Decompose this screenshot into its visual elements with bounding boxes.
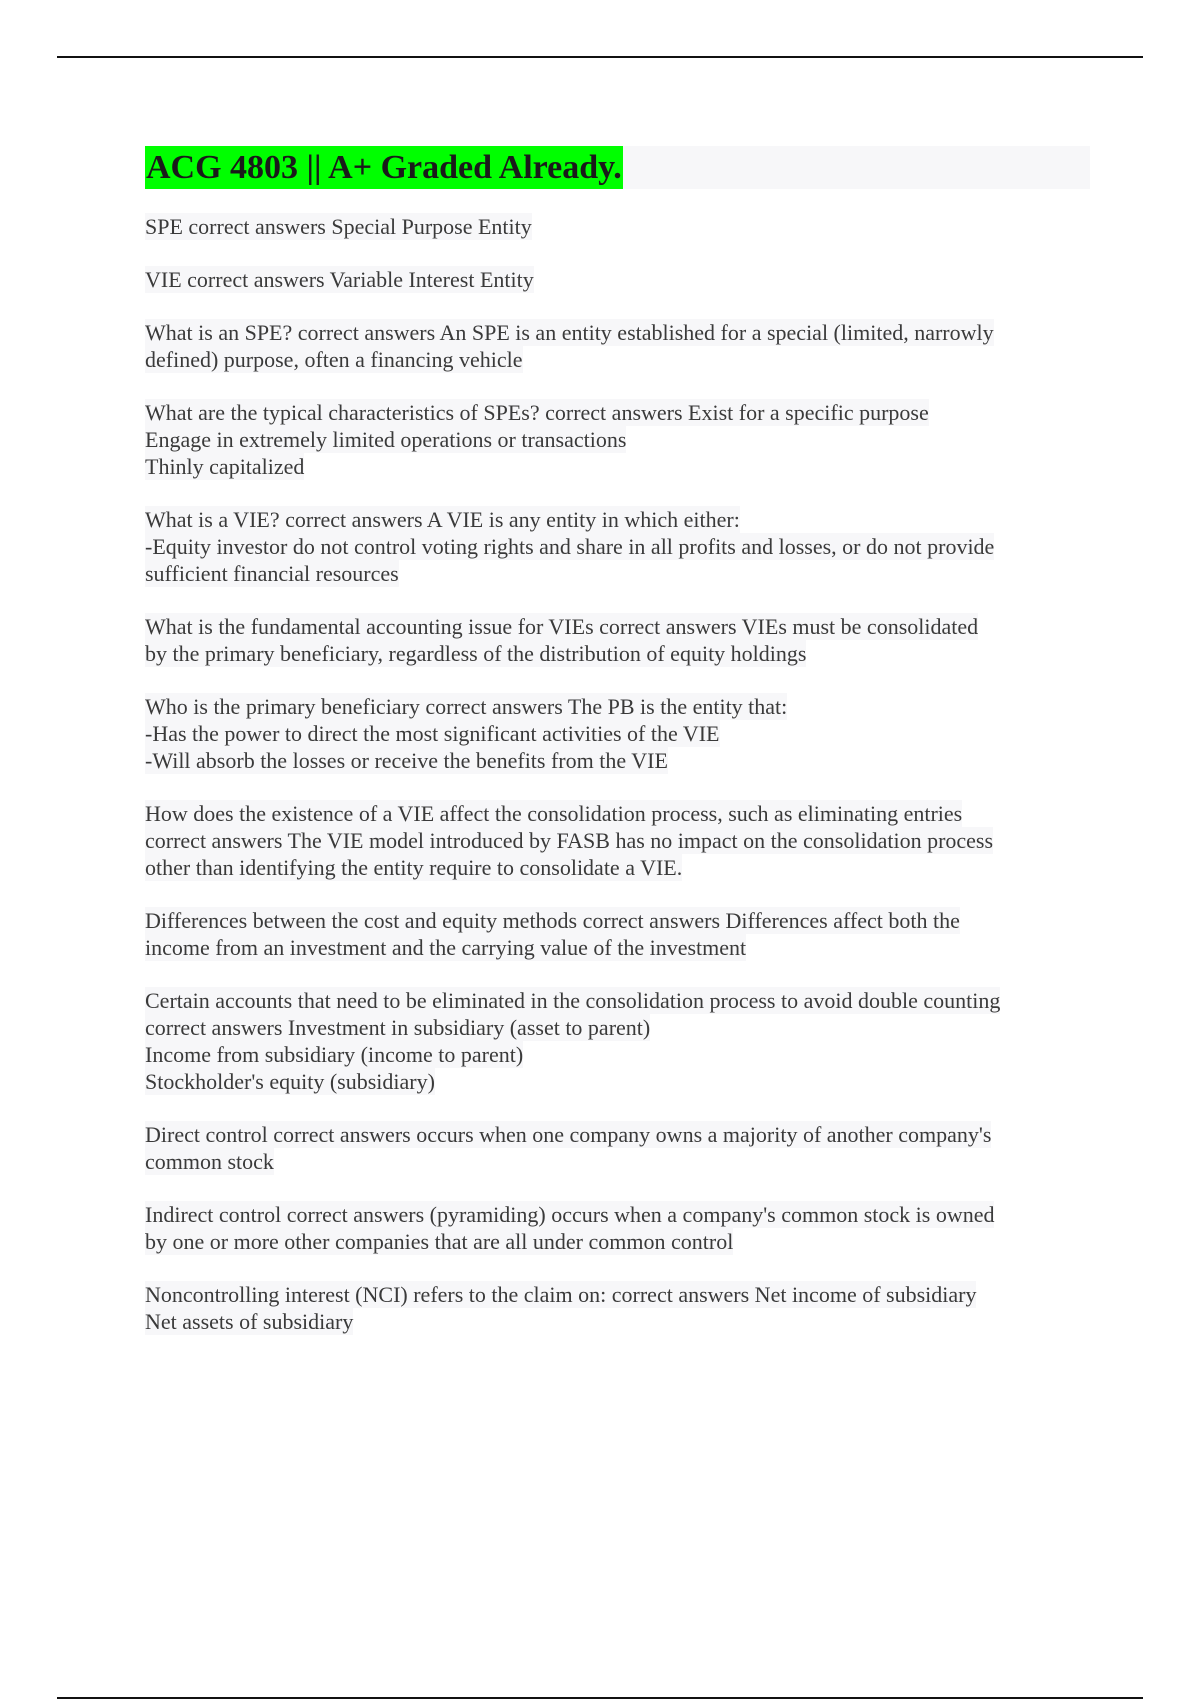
entry-line: Indirect control correct answers (pyramiding) occurs when a company's common stock is owned <box>145 1202 995 1227</box>
entry-line: -Will absorb the losses or receive the benefits from the VIE <box>145 748 668 773</box>
entry-line: Direct control correct answers occurs when one company owns a majority of another company's <box>145 1122 992 1147</box>
entry-line: Certain accounts that need to be eliminated in the consolidation process to avoid double counting <box>145 988 1001 1013</box>
entry-line: by the primary beneficiary, regardless of the distribution of equity holdings <box>145 641 807 666</box>
entry-line: What is a VIE? correct answers A VIE is any entity in which either: <box>145 507 740 532</box>
title-bar <box>145 146 1090 189</box>
qa-entry <box>145 1201 1090 1255</box>
entry-line: What is the fundamental accounting issue for VIEs correct answers VIEs must be consolidated <box>145 614 979 639</box>
entry-line: by one or more other companies that are all under common control <box>145 1229 734 1254</box>
entry-line: correct answers Investment in subsidiary (asset to parent) <box>145 1015 651 1040</box>
qa-entry <box>145 213 1090 240</box>
entry-line: What is an SPE? correct answers An SPE is an entity established for a special (limited, narrowly <box>145 320 994 345</box>
qa-entry <box>145 399 1090 480</box>
qa-entry <box>145 907 1090 961</box>
qa-entry <box>145 613 1090 667</box>
entry-line: -Has the power to direct the most significant activities of the VIE <box>145 721 720 746</box>
entry-line: Engage in extremely limited operations or transactions <box>145 427 627 452</box>
entry-line: Income from subsidiary (income to parent) <box>145 1042 524 1067</box>
bottom-rule <box>57 1697 1143 1699</box>
entry-line: SPE correct answers Special Purpose Entity <box>145 214 532 239</box>
qa-entry <box>145 987 1090 1095</box>
entry-line: -Equity investor do not control voting rights and share in all profits and losses, or do not provide <box>145 534 995 559</box>
entry-line: correct answers The VIE model introduced by FASB has no impact on the consolidation process <box>145 828 994 853</box>
entry-line: Noncontrolling interest (NCI) refers to the claim on: correct answers Net income of subsidiary <box>145 1282 977 1307</box>
entry-line: What are the typical characteristics of SPEs? correct answers Exist for a specific purpose <box>145 400 929 425</box>
entry-line: income from an investment and the carrying value of the investment <box>145 935 747 960</box>
qa-entry <box>145 1281 1090 1335</box>
entry-line: other than identifying the entity require to consolidate a VIE. <box>145 855 683 880</box>
entry-line: sufficient financial resources <box>145 561 399 586</box>
entry-line: defined) purpose, often a financing vehicle <box>145 347 523 372</box>
entry-line: VIE correct answers Variable Interest Entity <box>145 267 534 292</box>
entry-line: Differences between the cost and equity methods correct answers Differences affect both the <box>145 908 960 933</box>
qa-entry <box>145 693 1090 774</box>
qa-entry <box>145 800 1090 881</box>
entry-line: Who is the primary beneficiary correct answers The PB is the entity that: <box>145 694 788 719</box>
entry-line: How does the existence of a VIE affect the consolidation process, such as eliminating entries <box>145 801 963 826</box>
document-body <box>145 146 1090 1361</box>
document-title: ACG 4803 || A+ Graded Already. <box>145 146 623 189</box>
qa-entry <box>145 266 1090 293</box>
entry-line: Thinly capitalized <box>145 454 305 479</box>
entry-line: Stockholder's equity (subsidiary) <box>145 1069 435 1094</box>
qa-entry <box>145 1121 1090 1175</box>
qa-entry <box>145 319 1090 373</box>
entry-line: common stock <box>145 1149 274 1174</box>
top-rule <box>57 56 1143 58</box>
entries-list <box>145 213 1090 1335</box>
qa-entry <box>145 506 1090 587</box>
entry-line: Net assets of subsidiary <box>145 1309 354 1334</box>
